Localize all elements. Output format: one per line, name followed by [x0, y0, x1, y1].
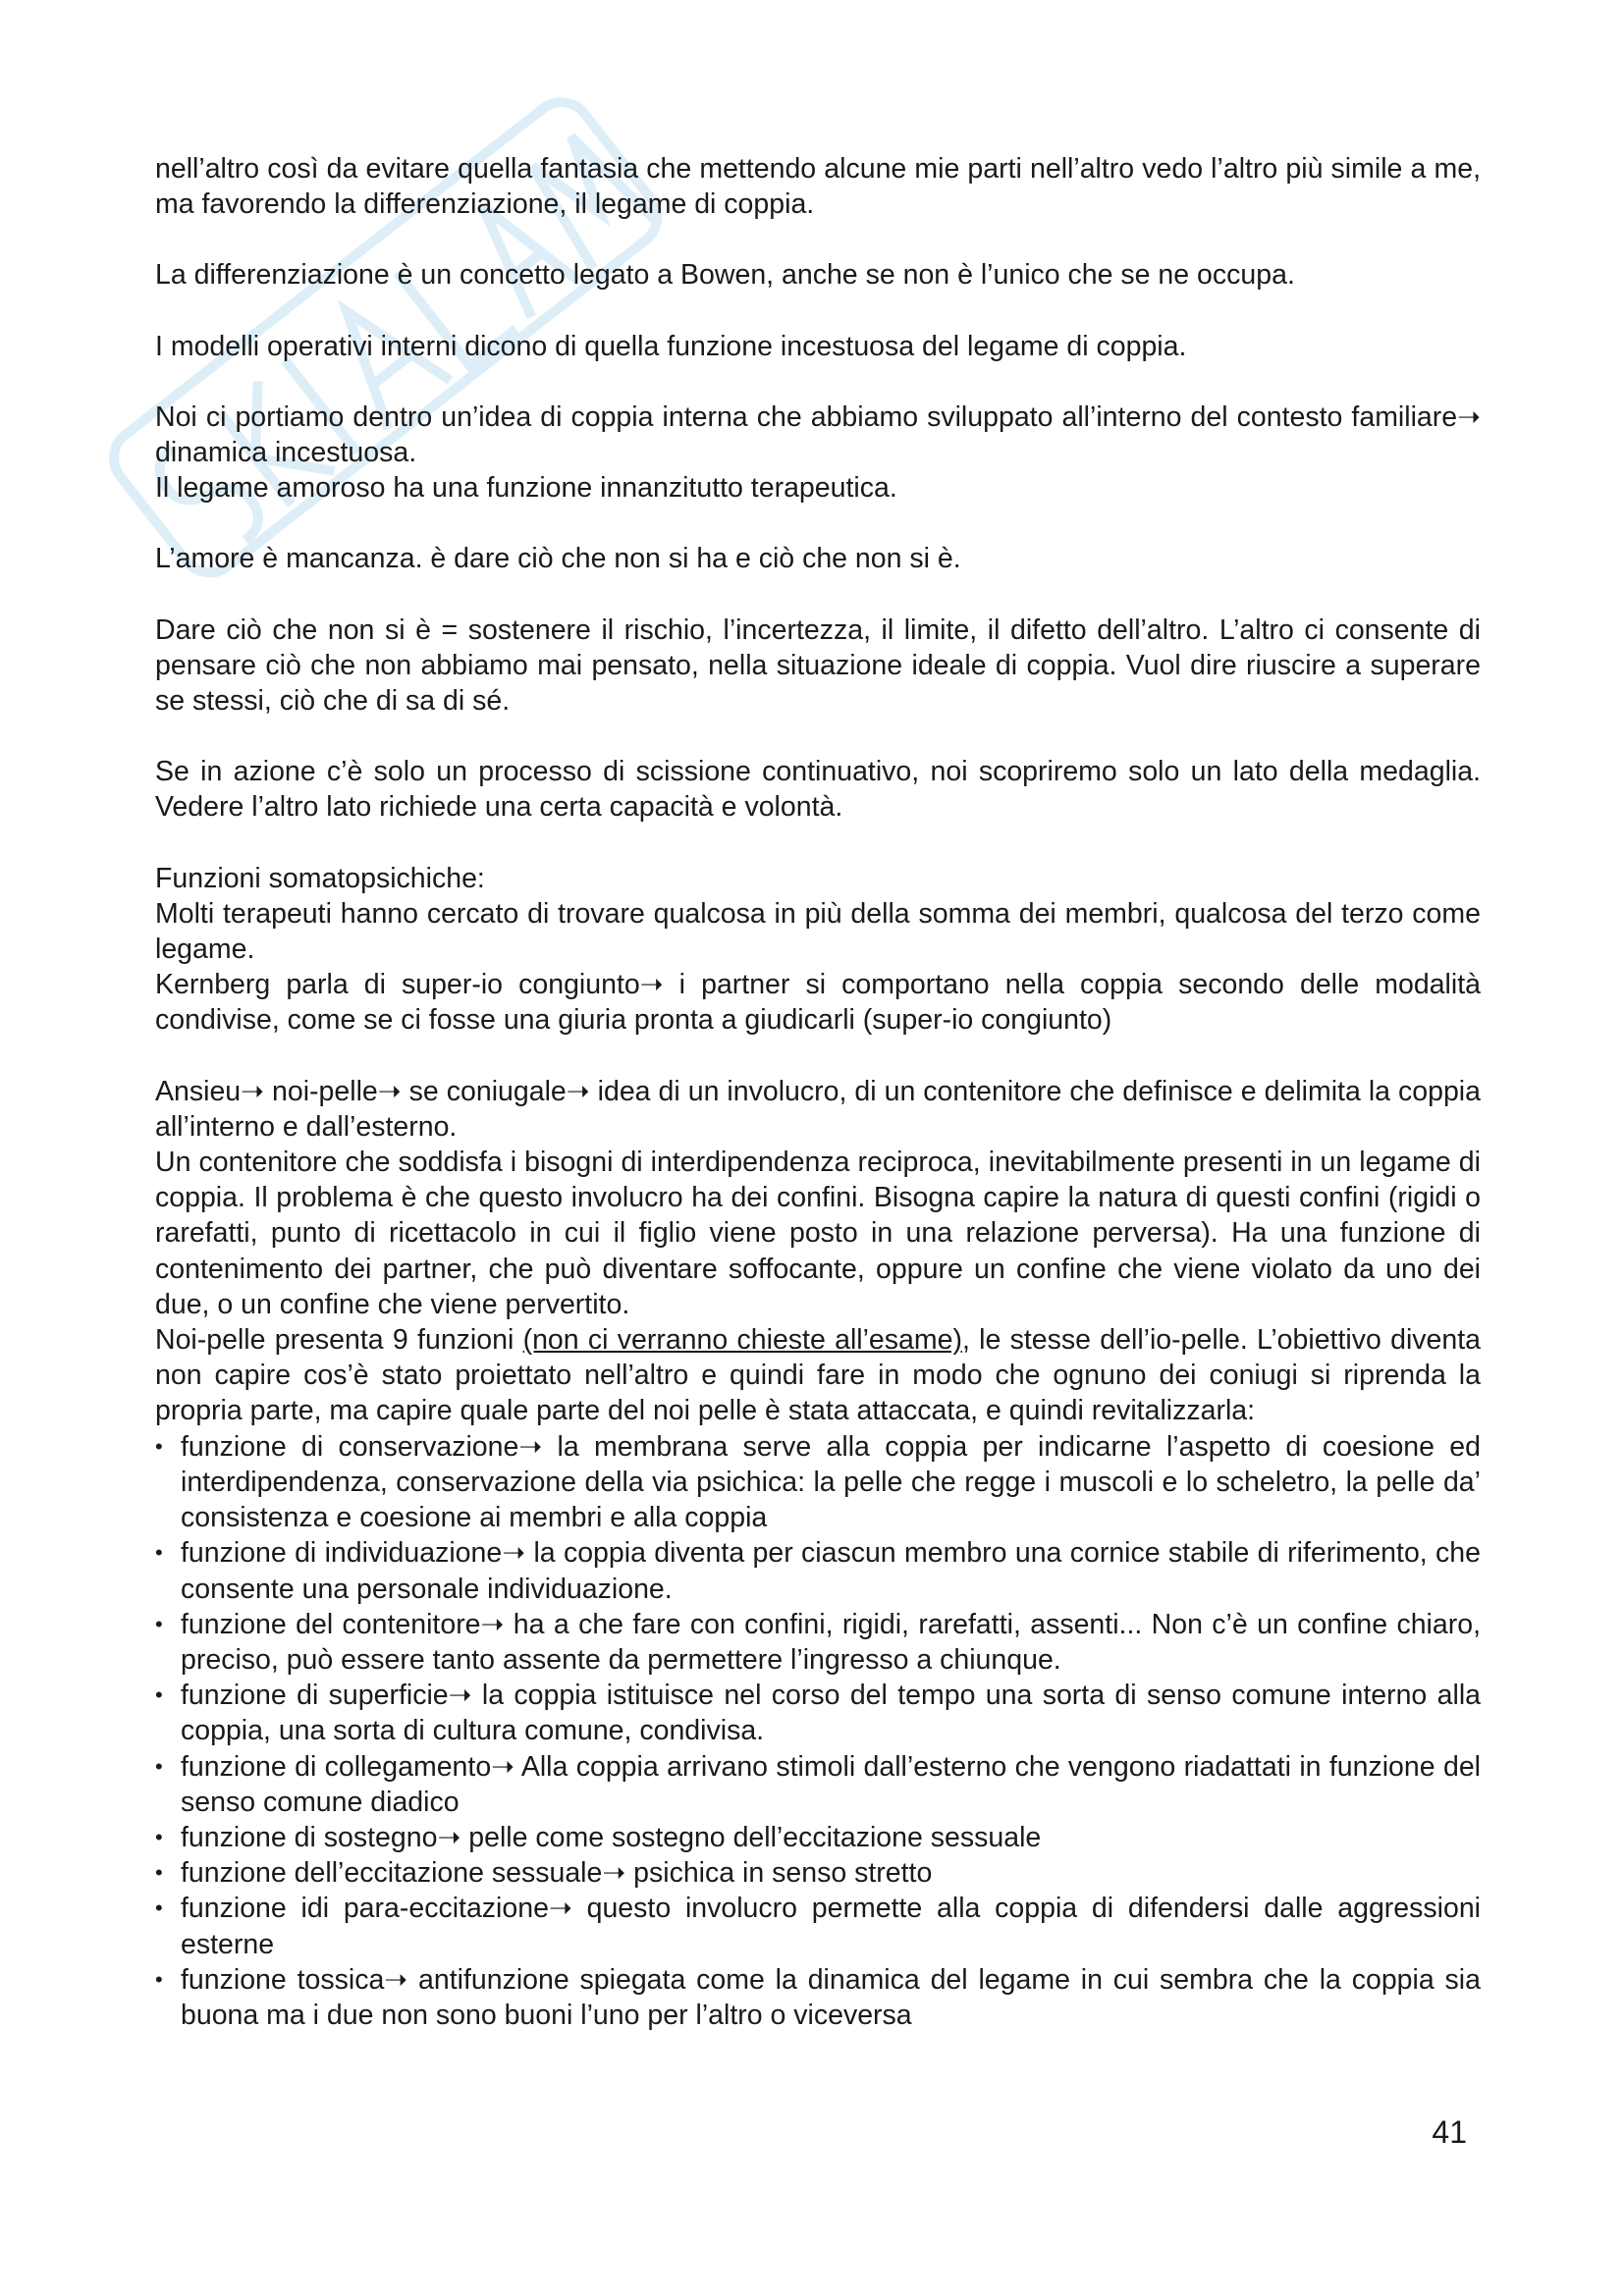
paragraph-5: Il legame amoroso ha una funzione innanzitutto terapeutica.	[155, 472, 897, 505]
paragraph-7: Dare ciò che non si è = sostenere il rischio, l’incertezza, il limite, il difetto dell’altro. L’altro ci consente di pensare ciò che non abbiamo mai pensato, nella situazione ideale di coppia. Vuol dire riuscire a superare se stessi, ciò che di sa di sé.	[155, 614, 1481, 718]
paragraph-6: L’amore è mancanza. è dare ciò che non si ha e ciò che non si è.	[155, 543, 961, 575]
paragraph-12: Un contenitore che soddisfa i bisogni di interdipendenza reciproca, inevitabilmente presenti in un legame di coppia. Il problema è che questo involucro ha dei confini. Bisogna capire la natura di questi confini (rigidi o rarefatti, punto di ricettacolo in cui il figlio viene posto in una relazione perversa). Ha una funzione di contenimento dei partner, che può diventare soffocante, oppure un confine che viene violato da uno dei due, o un confine che viene pervertito.	[155, 1147, 1481, 1320]
list-item: • funzione dell’eccitazione sessuale➝ psichica in senso stretto	[155, 1855, 1481, 1891]
list-item: • funzione di collegamento➝ Alla coppia arrivano stimoli dall’esterno che vengono riadattati in funzione del senso comune diadico	[155, 1749, 1481, 1820]
paragraph-8: Se in azione c’è solo un processo di scissione continuativo, noi scopriremo solo un lato della medaglia. Vedere l’altro lato richiede una certa capacità e volontà.	[155, 756, 1481, 824]
list-item: • funzione tossica➝ antifunzione spiegata come la dinamica del legame in cui sembra che la coppia sia buona ma i due non sono buoni l’uno per l’altro o viceversa	[155, 1962, 1481, 2033]
noi-pelle-text-before: Noi-pelle presenta 9 funzioni	[155, 1324, 523, 1357]
list-item: • funzione di conservazione➝ la membrana serve alla coppia per indicarne l’aspetto di coesione ed interdipendenza, conservazione della via psichica: la pelle che regge i muscoli e lo scheletro, la pelle da’ consistenza e coesione ai membri e alla coppia	[155, 1429, 1481, 1536]
list-item: • funzione di individuazione➝ la coppia diventa per ciascun membro una cornice stabile di riferimento, che consente una personale individuazione.	[155, 1535, 1481, 1606]
list-item: • funzione idi para-eccitazione➝ questo involucro permette alla coppia di difendersi dalle aggressioni esterne	[155, 1891, 1481, 1961]
noi-pelle-underlined-note: (non ci verranno chieste all’esame)	[522, 1324, 962, 1357]
list-item: • funzione del contenitore➝ ha a che fare con confini, rigidi, rarefatti, assenti... Non c’è un confine chiaro, preciso, può essere tanto assente da permettere l’ingresso a chiunque.	[155, 1607, 1481, 1678]
paragraph-4: Noi ci portiamo dentro un’idea di coppia interna che abbiamo sviluppato all’interno del contesto familiare➝ dinamica incestuosa.	[155, 400, 1481, 469]
paragraph-9: Molti terapeuti hanno cercato di trovare qualcosa in più della somma dei membri, qualcosa del terzo come legame.	[155, 897, 1481, 966]
functions-list	[155, 1429, 1481, 2033]
paragraph-11: Ansieu➝ noi-pelle➝ se coniugale➝ idea di un involucro, di un contenitore che definisce e delimita la coppia all’interno e dall’esterno.	[155, 1075, 1481, 1143]
list-item: • funzione di sostegno➝ pelle come sostegno dell’eccitazione sessuale	[155, 1820, 1481, 1855]
paragraph-1: nell’altro così da evitare quella fantasia che mettendo alcune mie parti nell’altro vedo l’altro più simile a me, ma favorendo la differenziazione, il legame di coppia.	[155, 153, 1481, 221]
document-body	[155, 151, 1481, 2033]
paragraph-noi-pelle	[155, 1322, 1481, 1429]
noi-pelle-text-after: , le stesse dell’io-pelle. L’obiettivo diventa non capire cos’è stato proiettato nell’altro e quindi fare in modo che ognuno dei coniugi si riprenda la propria parte, ma capire quale parte del noi pelle è stata attaccata, e quindi revitalizzarla:	[155, 1324, 1481, 1427]
page-number: 41	[1432, 2114, 1467, 2150]
paragraph-10: Kernberg parla di super-io congiunto➝ i partner si comportano nella coppia secondo delle modalità condivise, come se ci fosse una giuria pronta a giudicarli (super-io congiunto)	[155, 969, 1481, 1037]
paragraph-3: I modelli operativi interni dicono di quella funzione incestuosa del legame di coppia.	[155, 330, 1187, 362]
list-item: • funzione di superficie➝ la coppia istituisce nel corso del tempo una sorta di senso comune interno alla coppia, una sorta di cultura comune, condivisa.	[155, 1678, 1481, 1748]
paragraph-2: La differenziazione è un concetto legato a Bowen, anche se non è l’unico che se ne occupa.	[155, 259, 1295, 292]
section-heading: Funzioni somatopsichiche:	[155, 862, 485, 894]
